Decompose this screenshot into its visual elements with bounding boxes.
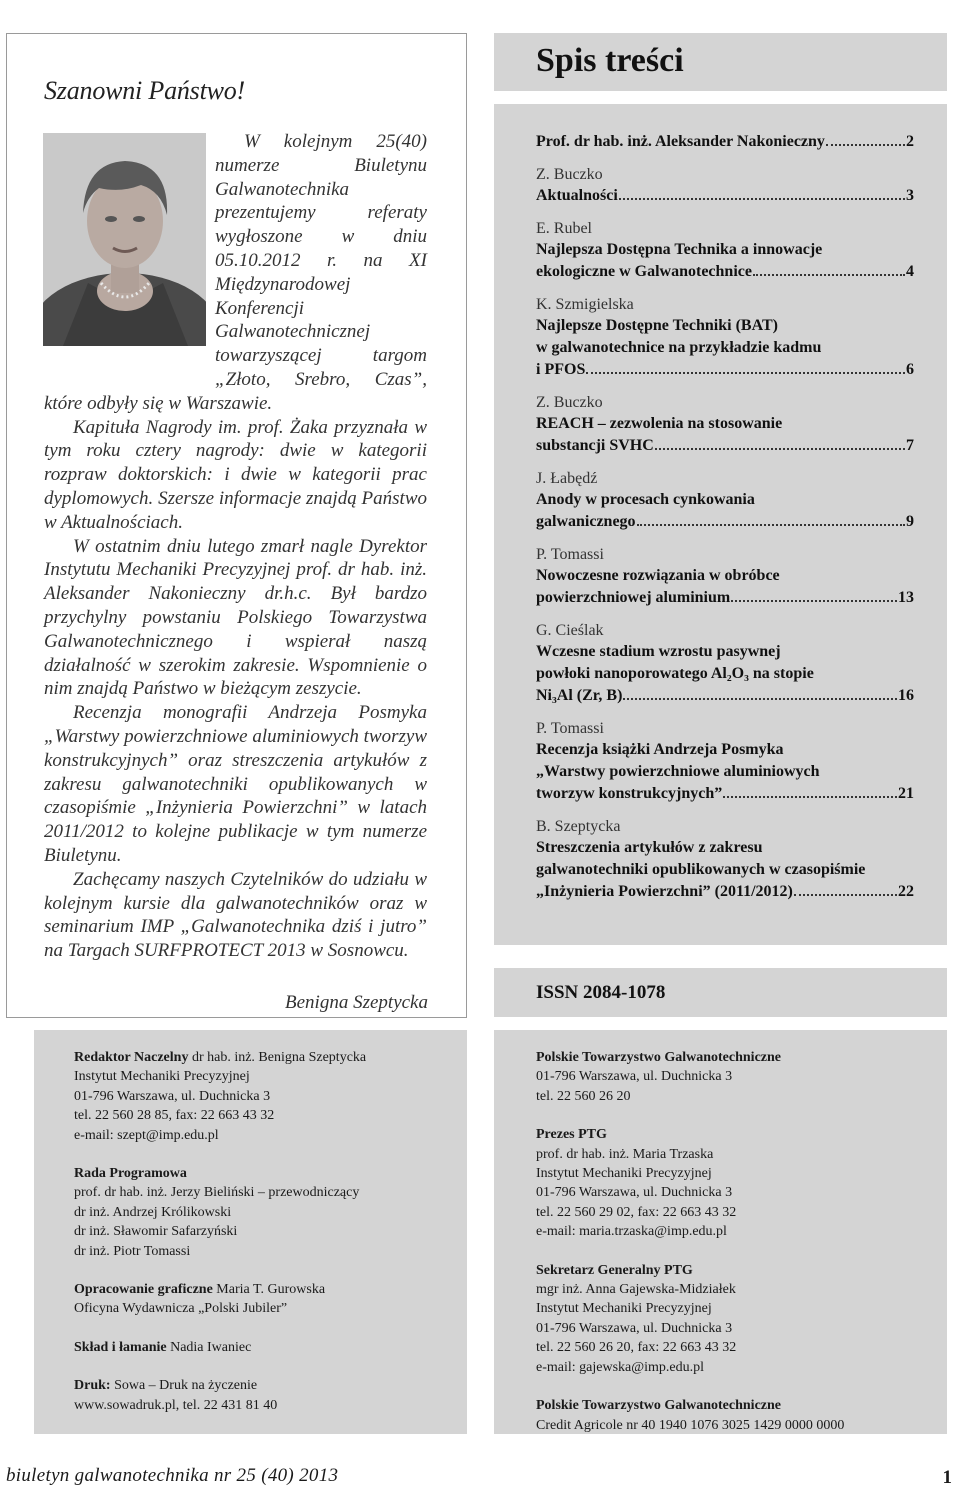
- toc-page-number: 22: [898, 883, 914, 900]
- print-label: Druk:: [74, 1378, 111, 1394]
- toc-article-title: i PFOS: [536, 361, 586, 378]
- toc-article-title: Recenzja książki Andrzeja Posmyka: [536, 741, 784, 758]
- toc-article-title: Streszczenia artykułów z zakresu: [536, 839, 763, 856]
- toc-page-number: 6: [906, 361, 914, 378]
- typeset-name: Nadia Iwaniec: [170, 1339, 252, 1355]
- president-line: Instytut Mechaniki Precyzyjnej: [536, 1166, 712, 1182]
- council-member: dr inż. Andrzej Królikowski: [74, 1204, 232, 1220]
- publication-footer: biuletyn galwanotechnika nr 25 (40) 2013: [6, 1465, 339, 1486]
- president-email[interactable]: e-mail: maria.trzaska@imp.edu.pl: [536, 1224, 727, 1240]
- toc-entry[interactable]: [536, 392, 914, 457]
- toc-title-line: [536, 131, 914, 153]
- toc-title: Spis treści: [536, 42, 684, 79]
- toc-leader-dots: [655, 448, 905, 450]
- toc-page-number: 9: [906, 513, 914, 530]
- editorial-info: [34, 1030, 467, 1434]
- toc-entry[interactable]: [536, 816, 914, 903]
- graphics-publisher: Oficyna Wydawnicza „Polski Jubiler”: [74, 1301, 288, 1317]
- toc-title-line: [536, 261, 914, 283]
- toc-page-number: 4: [906, 263, 914, 280]
- toc-leader-dots: [753, 274, 905, 276]
- toc-author: B. Szeptycka: [536, 818, 621, 835]
- toc-article-title: REACH – zezwolenia na stosowanie: [536, 415, 783, 432]
- toc-entry[interactable]: [536, 718, 914, 805]
- letter-signature: Benigna Szeptycka: [285, 992, 428, 1013]
- letter-paragraph: Zachęcamy naszych Czytelników do udziału w kolejnym kursie dla galwanotechników oraz w seminarium IMP „Galwanotechnika dziś i jutro” na Targach SURFPROTECT 2013 w Sosnowcu.: [44, 868, 427, 962]
- toc-article-title: tworzyw konstrukcyjnych”: [536, 785, 723, 802]
- page-number: 1: [942, 1467, 952, 1488]
- print-contact: www.sowadruk.pl, tel. 22 431 81 40: [74, 1397, 278, 1413]
- secretary-label: Sekretarz Generalny PTG: [536, 1262, 693, 1278]
- toc-author: P. Tomassi: [536, 546, 604, 563]
- toc-article-title: Anody w procesach cynkowania: [536, 491, 755, 508]
- toc-leader-dots: [794, 894, 897, 896]
- toc-title-line: [536, 587, 914, 609]
- toc-author: K. Szmigielska: [536, 296, 634, 313]
- toc-article-title: galwanicznego: [536, 513, 636, 530]
- table-of-contents: [494, 104, 947, 945]
- toc-page-number: 21: [898, 785, 914, 802]
- editor-line: tel. 22 560 28 85, fax: 22 663 43 32: [74, 1108, 275, 1124]
- toc-title-line: [536, 359, 914, 381]
- toc-page-number: 7: [906, 437, 914, 454]
- editor-label: Redaktor Naczelny: [74, 1050, 189, 1065]
- toc-author: G. Cieślak: [536, 622, 604, 639]
- toc-article-title: Najlepsze Dostępne Techniki (BAT): [536, 317, 778, 334]
- council-member: dr inż. Sławomir Safarzyński: [74, 1224, 238, 1240]
- society-info: [494, 1030, 947, 1434]
- letter-paragraph: W ostatnim dniu lutego zmarł nagle Dyrektor Instytutu Mechaniki Precyzyjnej prof. dr hab. inż. Aleksander Nakonieczny dr.h.c. Był bardzo przychylny powstaniu Polskiego Towarzystwa Galwanotechnicznego i wspierał naszą działalność w szerokim zakresie. Wspomnienie o nim znajdą Państwo w bieżącym zeszycie.: [44, 535, 427, 700]
- toc-entry[interactable]: [536, 218, 914, 283]
- toc-page-number: 13: [898, 589, 914, 606]
- secretary-email[interactable]: e-mail: gajewska@imp.edu.pl: [536, 1359, 705, 1375]
- toc-leader-dots: [619, 198, 905, 200]
- toc-article-title: powierzchniowej aluminium: [536, 589, 731, 606]
- toc-article-title: w galwanotechnice na przykładzie kadmu: [536, 339, 822, 356]
- toc-article-title: Aktualności: [536, 187, 618, 204]
- secretary-line: tel. 22 560 26 20, fax: 22 663 43 32: [536, 1340, 737, 1356]
- president-line: prof. dr hab. inż. Maria Trzaska: [536, 1146, 714, 1162]
- print-name: Sowa – Druk na życzenie: [114, 1378, 258, 1394]
- toc-article-title: ekologiczne w Galwanotechnice: [536, 263, 752, 280]
- toc-page-number: 16: [898, 687, 914, 704]
- toc-header: [494, 33, 947, 91]
- toc-article-title: galwanotechniki opublikowanych w czasopiśmie: [536, 861, 866, 878]
- toc-article-title: substancji SVHC: [536, 437, 654, 454]
- toc-leader-dots: [731, 600, 897, 602]
- secretary-line: 01-796 Warszawa, ul. Duchnicka 3: [536, 1320, 733, 1336]
- editor-line: 01-796 Warszawa, ul. Duchnicka 3: [74, 1088, 271, 1104]
- president-label: Prezes PTG: [536, 1127, 607, 1143]
- toc-article-title: „Warstwy powierzchniowe aluminiowych: [536, 763, 820, 780]
- toc-title-line: [536, 435, 914, 457]
- editor-name: dr hab. inż. Benigna Szeptycka: [191, 1050, 367, 1065]
- toc-entry[interactable]: [536, 131, 914, 153]
- graphics-name: Maria T. Gurowska: [216, 1282, 326, 1298]
- issn-box: [494, 968, 947, 1017]
- bank-label: Polskie Towarzystwo Galwanotechniczne: [536, 1398, 781, 1414]
- council-label: Rada Programowa: [74, 1166, 187, 1182]
- toc-leader-dots: [826, 144, 905, 146]
- toc-list: [536, 131, 914, 914]
- toc-entry[interactable]: [536, 294, 914, 381]
- secretary-line: mgr inż. Anna Gajewska-Midziałek: [536, 1282, 736, 1298]
- editorial-letter: [6, 33, 467, 1018]
- bank-account: Credit Agricole nr 40 1940 1076 3025 1429 0000 0000: [536, 1417, 845, 1433]
- letter-body: [44, 130, 427, 963]
- toc-article-title: Prof. dr hab. inż. Aleksander Nakonieczny: [536, 133, 825, 150]
- toc-page-number: 2: [906, 133, 914, 150]
- toc-title-line: [536, 881, 914, 903]
- typeset-label: Skład i łamanie: [74, 1339, 167, 1355]
- toc-author: E. Rubel: [536, 220, 592, 237]
- council-member: prof. dr hab. inż. Jerzy Bieliński – przewodniczący: [74, 1185, 360, 1201]
- letter-paragraph: W kolejnym 25(40) numerze Biuletynu Galwanotechnika prezentujemy referaty wygłoszone w dniu 05.10.2012 r. na XI Międzynarodowej Konferencji Galwanotechnicznej towarzyszącej targom „Złoto, Srebro, Czas”, które odbyły się w Warszawie.: [44, 131, 427, 414]
- letter-paragraph: Recenzja monografii Andrzeja Posmyka „Warstwy powierzchniowe aluminiowych tworzyw konstrukcyjnych” oraz streszczenia artykułów z zakresu galwanotechniki opublikowanych w czasopiśmie „Inżynieria Powierzchni” w latach 2011/2012 to kolejne publikacje w tym numerze Biuletynu.: [44, 702, 428, 866]
- editor-email[interactable]: e-mail: szept@imp.edu.pl: [74, 1127, 219, 1143]
- toc-author: Z. Buczko: [536, 166, 603, 183]
- issn-number: ISSN 2084-1078: [536, 982, 666, 1003]
- toc-leader-dots: [723, 796, 897, 798]
- toc-entry[interactable]: [536, 620, 914, 707]
- editor-line: Instytut Mechaniki Precyzyjnej: [74, 1069, 250, 1085]
- toc-title-line: [536, 783, 914, 805]
- toc-leader-dots: [586, 372, 905, 374]
- toc-author: J. Łabędź: [536, 470, 598, 487]
- ptg-line: tel. 22 560 26 20: [536, 1088, 631, 1104]
- toc-leader-dots: [623, 698, 897, 700]
- toc-entry[interactable]: [536, 544, 914, 609]
- president-line: tel. 22 560 29 02, fax: 22 663 43 32: [536, 1204, 737, 1220]
- toc-article-title: powłoki nanoporowatego Al₂O₃ na stopie: [536, 665, 814, 682]
- ptg-label: Polskie Towarzystwo Galwanotechniczne: [536, 1050, 781, 1065]
- toc-leader-dots: [637, 524, 905, 526]
- president-line: 01-796 Warszawa, ul. Duchnicka 3: [536, 1185, 733, 1201]
- toc-author: Z. Buczko: [536, 394, 603, 411]
- secretary-line: Instytut Mechaniki Precyzyjnej: [536, 1301, 712, 1317]
- toc-entry[interactable]: [536, 468, 914, 533]
- toc-article-title: Nowoczesne rozwiązania w obróbce: [536, 567, 780, 584]
- letter-paragraph: Kapituła Nagrody im. prof. Żaka przyznała w tym roku cztery nagrody: dwie w kategorii rozpraw doktorskich: i dwie w kategorii prac dyplomowych. Szersze informacje znajdą Państwo w Aktualnościach.: [44, 416, 427, 533]
- letter-greeting: Szanowni Państwo!: [44, 76, 246, 105]
- toc-title-line: [536, 511, 914, 533]
- toc-article-title: Ni₃Al (Zr, B): [536, 687, 623, 704]
- toc-page-number: 3: [906, 187, 914, 204]
- council-member: dr inż. Piotr Tomassi: [74, 1243, 191, 1259]
- ptg-line: 01-796 Warszawa, ul. Duchnicka 3: [536, 1069, 733, 1085]
- toc-title-line: [536, 685, 914, 707]
- toc-title-line: [536, 185, 914, 207]
- graphics-label: Opracowanie graficzne: [74, 1282, 213, 1298]
- toc-author: P. Tomassi: [536, 720, 604, 737]
- toc-article-title: Wczesne stadium wzrostu pasywnej: [536, 643, 781, 660]
- toc-article-title: Najlepsza Dostępna Technika a innowacje: [536, 241, 823, 258]
- toc-article-title: „Inżynieria Powierzchni” (2011/2012): [536, 883, 793, 900]
- toc-entry[interactable]: [536, 164, 914, 207]
